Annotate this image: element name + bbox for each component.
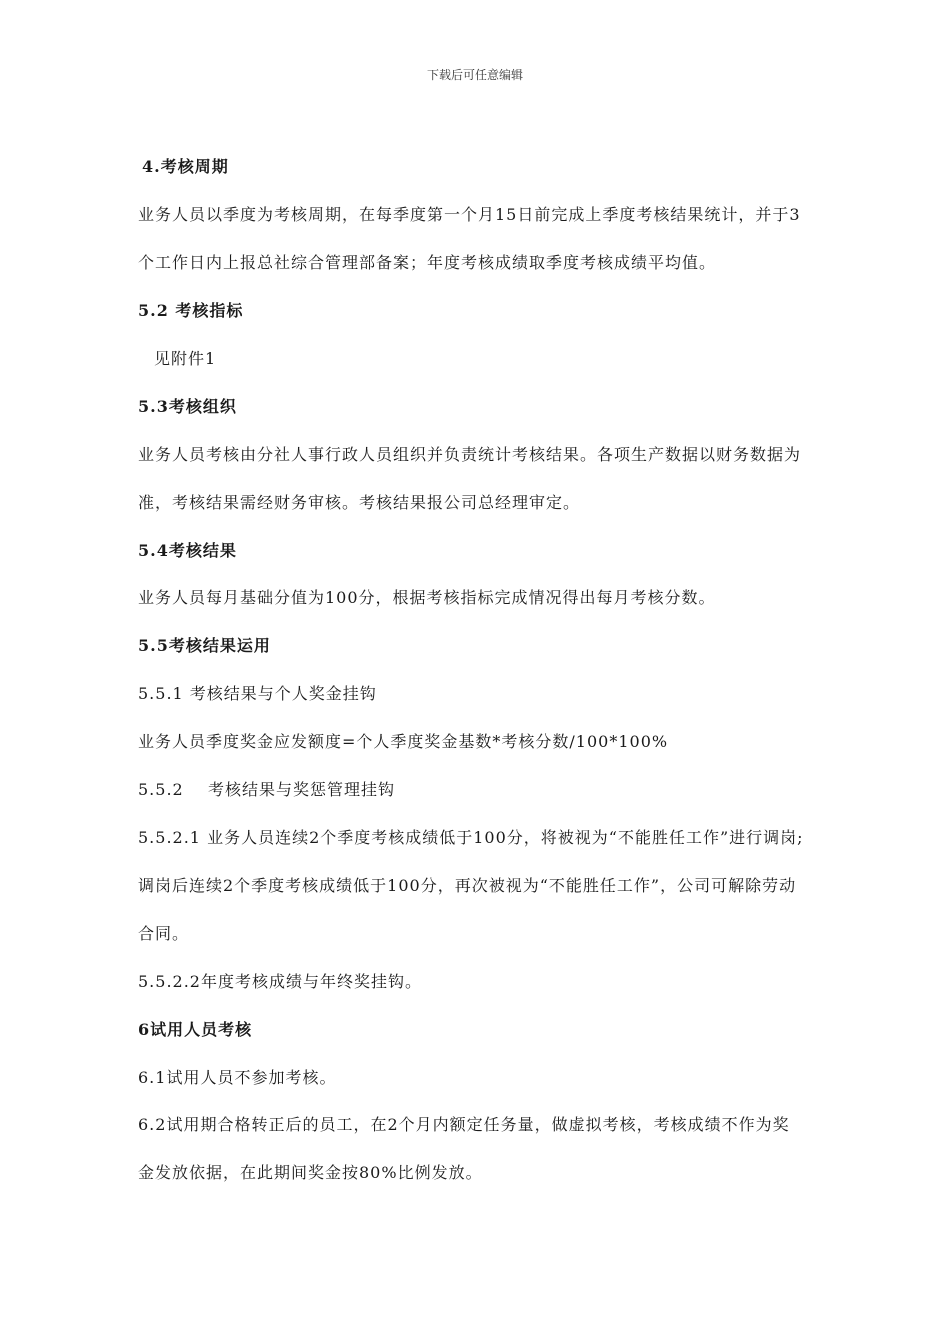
heading-5-4: 5.4考核结果 (138, 541, 237, 560)
paragraph-line: 6.2试用期合格转正后的员工，在2个月内额定任务量，做虚拟考核，考核成绩不作为奖 (138, 1115, 790, 1134)
paragraph-line: 6.1试用人员不参加考核。 (138, 1068, 337, 1087)
heading-4: 4.考核周期 (142, 157, 229, 176)
paragraph-line: 金发放依据，在此期间奖金按80%比例发放。 (138, 1163, 483, 1182)
heading-5-3: 5.3考核组织 (138, 397, 237, 416)
paragraph-line: 5.5.2.1 业务人员连续2个季度考核成绩低于100分，将被视为“不能胜任工作”进行调岗; (138, 828, 804, 847)
paragraph-line: 合同。 (138, 924, 190, 943)
paragraph-line: 准，考核结果需经财务审核。考核结果报公司总经理审定。 (138, 493, 581, 512)
paragraph-line: 见附件1 (154, 349, 217, 368)
heading-6: 6试用人员考核 (138, 1020, 253, 1039)
heading-5-5: 5.5考核结果运用 (138, 636, 271, 655)
paragraph-line: 业务人员以季度为考核周期，在每季度第一个月15日前完成上季度考核结果统计，并于3 (138, 205, 801, 224)
subheading-5-5-2: 5.5.2 考核结果与奖惩管理挂钩 (138, 780, 396, 799)
page-header: 下载后可任意编辑 (426, 68, 523, 82)
paragraph-line: 5.5.2.2年度考核成绩与年终奖挂钩。 (138, 972, 422, 991)
paragraph-line: 业务人员每月基础分值为100分，根据考核指标完成情况得出每月考核分数。 (138, 588, 716, 607)
heading-5-2: 5.2 考核指标 (138, 301, 244, 320)
paragraph-line: 业务人员考核由分社人事行政人员组织并负责统计考核结果。各项生产数据以财务数据为 (138, 445, 802, 464)
paragraph-line: 个工作日内上报总社综合管理部备案；年度考核成绩取季度考核成绩平均值。 (138, 253, 717, 272)
paragraph-line: 调岗后连续2个季度考核成绩低于100分，再次被视为“不能胜任工作”，公司可解除劳动 (138, 876, 797, 895)
paragraph-line: 业务人员季度奖金应发额度=个人季度奖金基数*考核分数/100*100% (138, 732, 669, 751)
subheading-5-5-1: 5.5.1 考核结果与个人奖金挂钩 (138, 684, 377, 703)
